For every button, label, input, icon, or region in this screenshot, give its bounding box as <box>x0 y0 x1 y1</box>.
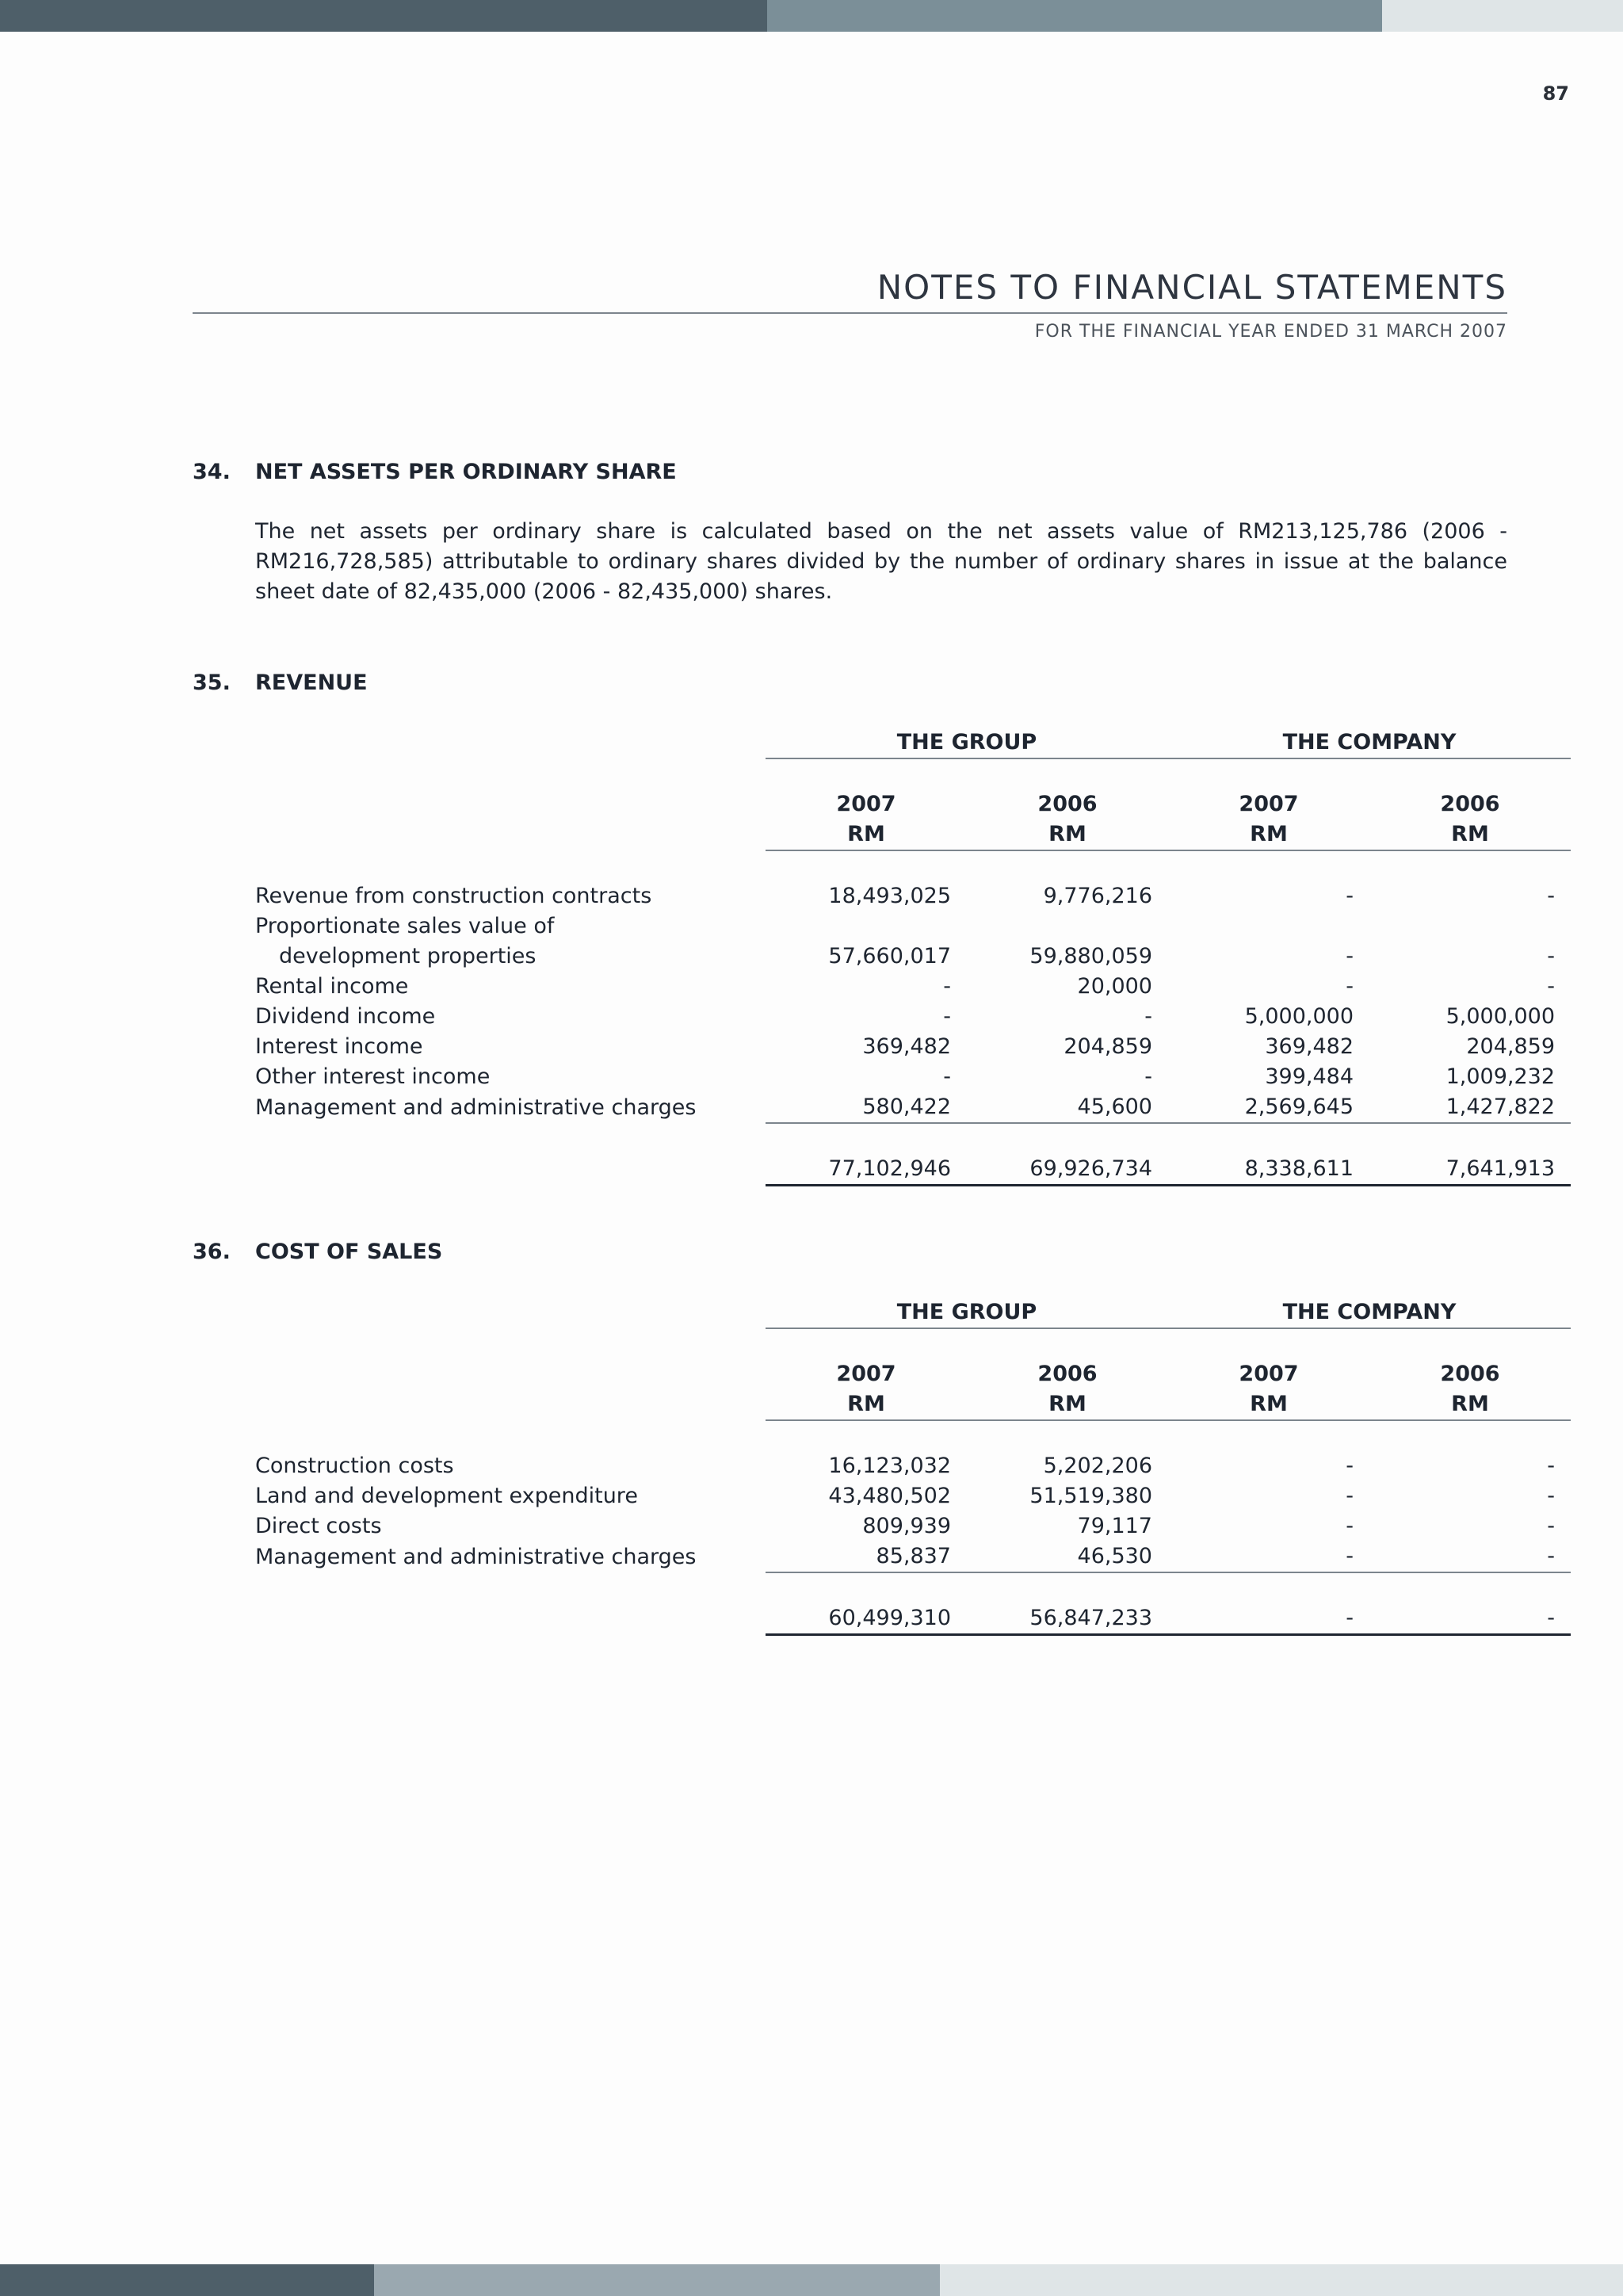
total-value: 77,102,946 <box>766 1154 967 1186</box>
total-value: 56,847,233 <box>967 1603 1168 1635</box>
cost-of-sales-table <box>255 1297 1571 1636</box>
table-row <box>255 942 1571 972</box>
row-label: development properties <box>279 944 537 968</box>
top-band-light <box>1382 0 1623 32</box>
table-row <box>255 881 1571 911</box>
total-value: 60,499,310 <box>766 1603 967 1635</box>
table-row <box>255 1092 1571 1123</box>
cell-value: 51,519,380 <box>1029 1484 1152 1508</box>
cell-value: 204,859 <box>1466 1034 1555 1059</box>
cell-value: 20,000 <box>1077 974 1152 999</box>
cell-value: 1,009,232 <box>1445 1064 1555 1089</box>
year-header: 2007 <box>1239 792 1299 816</box>
cell-value: - <box>1547 884 1555 908</box>
cell-value: 1,427,822 <box>1369 1092 1571 1123</box>
cell-value: 57,660,017 <box>828 944 951 968</box>
table-header-year-row <box>255 789 1571 819</box>
cell-value: 43,480,502 <box>828 1484 951 1508</box>
table-header-group-row <box>255 728 1571 758</box>
section-34-paragraph: The net assets per ordinary share is calculated based on the net assets value of RM213,125,786 (2006 - RM216,728,585) attributable to ordinary shares divided by the number of ordinary shares in issue at the balance sheet date of 82,435,000 (2006 - 82,435,000) shares. <box>255 519 1507 604</box>
table-row <box>255 972 1571 1002</box>
top-color-band <box>0 0 1623 32</box>
cell-value: - <box>1547 1514 1555 1538</box>
cell-value: - <box>1144 1064 1152 1089</box>
cell-value: - <box>1547 944 1555 968</box>
cell-value: - <box>1547 1454 1555 1478</box>
company-column-header: THE COMPANY <box>1168 728 1571 758</box>
table-row <box>255 1481 1571 1511</box>
cell-value: - <box>1144 1004 1152 1029</box>
unit-header: RM <box>766 819 967 850</box>
section-34-heading <box>193 460 677 484</box>
row-label: Construction costs <box>255 1454 454 1478</box>
cell-value: - <box>1346 974 1354 999</box>
table-row <box>255 1002 1571 1032</box>
cell-value: - <box>943 974 951 999</box>
page-title: NOTES TO FINANCIAL STATEMENTS <box>876 268 1507 307</box>
section-35-title: REVENUE <box>255 670 368 695</box>
cell-value: - <box>1168 1541 1369 1572</box>
cell-value: 5,000,000 <box>1445 1004 1555 1029</box>
group-column-header: THE GROUP <box>766 728 1168 758</box>
cell-value: - <box>943 1004 951 1029</box>
row-label: Dividend income <box>255 1004 436 1029</box>
cell-value: 2,569,645 <box>1168 1092 1369 1123</box>
unit-header: RM <box>1369 1389 1571 1420</box>
group-column-header: THE GROUP <box>766 1297 1168 1328</box>
unit-header: RM <box>1369 819 1571 850</box>
total-value: 8,338,611 <box>1168 1154 1369 1186</box>
row-label: Management and administrative charges <box>255 1095 697 1120</box>
table-header-unit-row <box>255 1389 1571 1420</box>
top-band-mid <box>767 0 1382 32</box>
section-35-heading <box>193 670 368 695</box>
section-36-number: 36. <box>193 1240 231 1264</box>
revenue-table <box>255 728 1571 1186</box>
cell-value: 580,422 <box>766 1092 967 1123</box>
cell-value: - <box>1346 1514 1354 1538</box>
total-value: 69,926,734 <box>967 1154 1168 1186</box>
year-header: 2006 <box>1440 1362 1500 1386</box>
cell-value: - <box>1346 1484 1354 1508</box>
table-header-year-row <box>255 1359 1571 1389</box>
table-row <box>255 1032 1571 1062</box>
unit-header: RM <box>967 1389 1168 1420</box>
header-divider <box>193 312 1507 314</box>
table-header-group-row <box>255 1297 1571 1328</box>
row-label: Rental income <box>255 974 409 999</box>
page-header <box>193 268 1507 342</box>
cell-value: - <box>1547 1484 1555 1508</box>
row-label: Proportionate sales value of <box>255 914 555 938</box>
page-subtitle: FOR THE FINANCIAL YEAR ENDED 31 MARCH 2007 <box>1034 322 1507 342</box>
year-header: 2007 <box>836 1362 896 1386</box>
section-34-title: NET ASSETS PER ORDINARY SHARE <box>255 460 677 484</box>
total-row <box>255 1603 1571 1635</box>
cell-value: 45,600 <box>967 1092 1168 1123</box>
table-row <box>255 911 1571 942</box>
bottom-band-light <box>940 2264 1623 2296</box>
row-label: Other interest income <box>255 1064 491 1089</box>
table-row <box>255 1541 1571 1572</box>
cell-value: - <box>1547 974 1555 999</box>
year-header: 2006 <box>1037 1362 1098 1386</box>
cell-value: - <box>1369 1541 1571 1572</box>
unit-header: RM <box>967 819 1168 850</box>
cell-value: - <box>1346 884 1354 908</box>
cell-value: 46,530 <box>967 1541 1168 1572</box>
cell-value: 79,117 <box>1077 1514 1152 1538</box>
table-row <box>255 1451 1571 1481</box>
section-36-title: COST OF SALES <box>255 1240 443 1264</box>
cell-value: 399,484 <box>1265 1064 1354 1089</box>
section-36-heading <box>193 1240 442 1264</box>
cell-value: 9,776,216 <box>1043 884 1152 908</box>
total-row <box>255 1154 1571 1186</box>
total-value: - <box>1369 1603 1571 1635</box>
cell-value: 59,880,059 <box>1029 944 1152 968</box>
bottom-color-band <box>0 2264 1623 2296</box>
cell-value: 5,202,206 <box>1043 1454 1152 1478</box>
section-34-number: 34. <box>193 460 231 484</box>
table-header-unit-row <box>255 819 1571 850</box>
bottom-band-mid <box>374 2264 940 2296</box>
top-band-dark <box>0 0 767 32</box>
unit-header: RM <box>766 1389 967 1420</box>
year-header: 2006 <box>1037 792 1098 816</box>
total-value: 7,641,913 <box>1369 1154 1571 1186</box>
cell-value: 5,000,000 <box>1244 1004 1354 1029</box>
table-row <box>255 1062 1571 1092</box>
row-label: Management and administrative charges <box>255 1544 697 1569</box>
cell-value: 369,482 <box>1265 1034 1354 1059</box>
cell-value: 369,482 <box>862 1034 951 1059</box>
cell-value: - <box>943 1064 951 1089</box>
cell-value: 85,837 <box>766 1541 967 1572</box>
cell-value: - <box>1346 944 1354 968</box>
row-label: Revenue from construction contracts <box>255 884 652 908</box>
total-value: - <box>1168 1603 1369 1635</box>
cell-value: 204,859 <box>1064 1034 1152 1059</box>
row-label: Interest income <box>255 1034 423 1059</box>
year-header: 2006 <box>1440 792 1500 816</box>
row-label: Land and development expenditure <box>255 1484 638 1508</box>
bottom-band-dark <box>0 2264 374 2296</box>
cell-value: 18,493,025 <box>828 884 951 908</box>
unit-header: RM <box>1168 819 1369 850</box>
section-35-number: 35. <box>193 670 231 695</box>
year-header: 2007 <box>1239 1362 1299 1386</box>
company-column-header: THE COMPANY <box>1168 1297 1571 1328</box>
page-number: 87 <box>1542 82 1569 105</box>
table-row <box>255 1511 1571 1541</box>
cell-value: 16,123,032 <box>828 1454 951 1478</box>
year-header: 2007 <box>836 792 896 816</box>
cell-value: 809,939 <box>862 1514 951 1538</box>
row-label: Direct costs <box>255 1514 382 1538</box>
unit-header: RM <box>1168 1389 1369 1420</box>
cell-value: - <box>1346 1454 1354 1478</box>
